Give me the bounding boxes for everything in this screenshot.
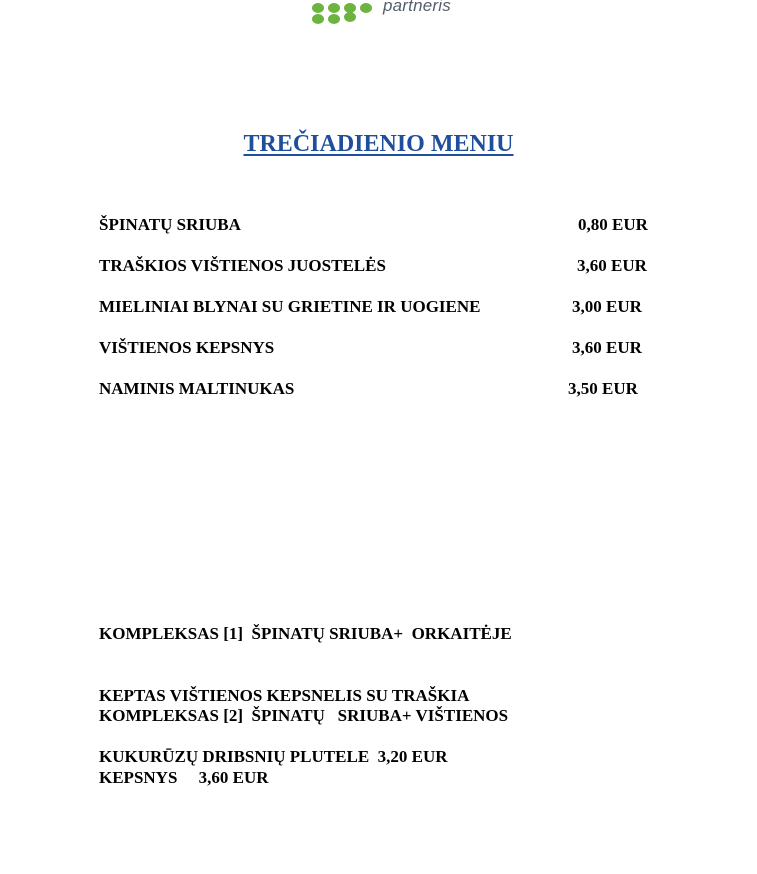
menu-item-price: 3,60 EUR (577, 256, 647, 275)
combo-line: KUKURŪZŲ DRIBSNIŲ PLUTELE 3,20 EUR (99, 747, 448, 766)
page-title: TREČIADIENIO MENIU (243, 131, 514, 157)
combo-offer (99, 665, 508, 809)
menu-item-name: MIELINIAI BLYNAI SU GRIETINE IR UOGIENE (99, 297, 481, 316)
logo-text: partneris (383, 0, 451, 15)
combo-line: KEPSNYS 3,60 EUR (99, 767, 269, 787)
menu-item-name: VIŠTIENOS KEPSNYS (99, 338, 275, 357)
menu-item-name: NAMINIS MALTINUKAS (99, 379, 295, 398)
combo-line: KOMPLEKSAS [1] ŠPINATŲ SRIUBA+ ORKAITĖJE (99, 624, 512, 643)
combo-line: KEPTAS VIŠTIENOS KEPSNELIS SU TRAŠKIA (99, 685, 470, 705)
menu-item-name: TRAŠKIOS VIŠTIENOS JUOSTELĖS (99, 256, 386, 275)
menu-item-price: 3,50 EUR (568, 379, 638, 398)
menu-item-name: ŠPINATŲ SRIUBA (99, 215, 241, 234)
menu-item-price: 3,00 EUR (572, 297, 642, 316)
menu-item-price: 0,80 EUR (578, 215, 648, 234)
combo-line: KOMPLEKSAS [2] ŠPINATŲ SRIUBA+ VIŠTIENOS (99, 706, 509, 725)
logo-dots-icon (309, 0, 375, 28)
logo (309, 0, 459, 28)
menu-item-price: 3,60 EUR (572, 338, 642, 357)
